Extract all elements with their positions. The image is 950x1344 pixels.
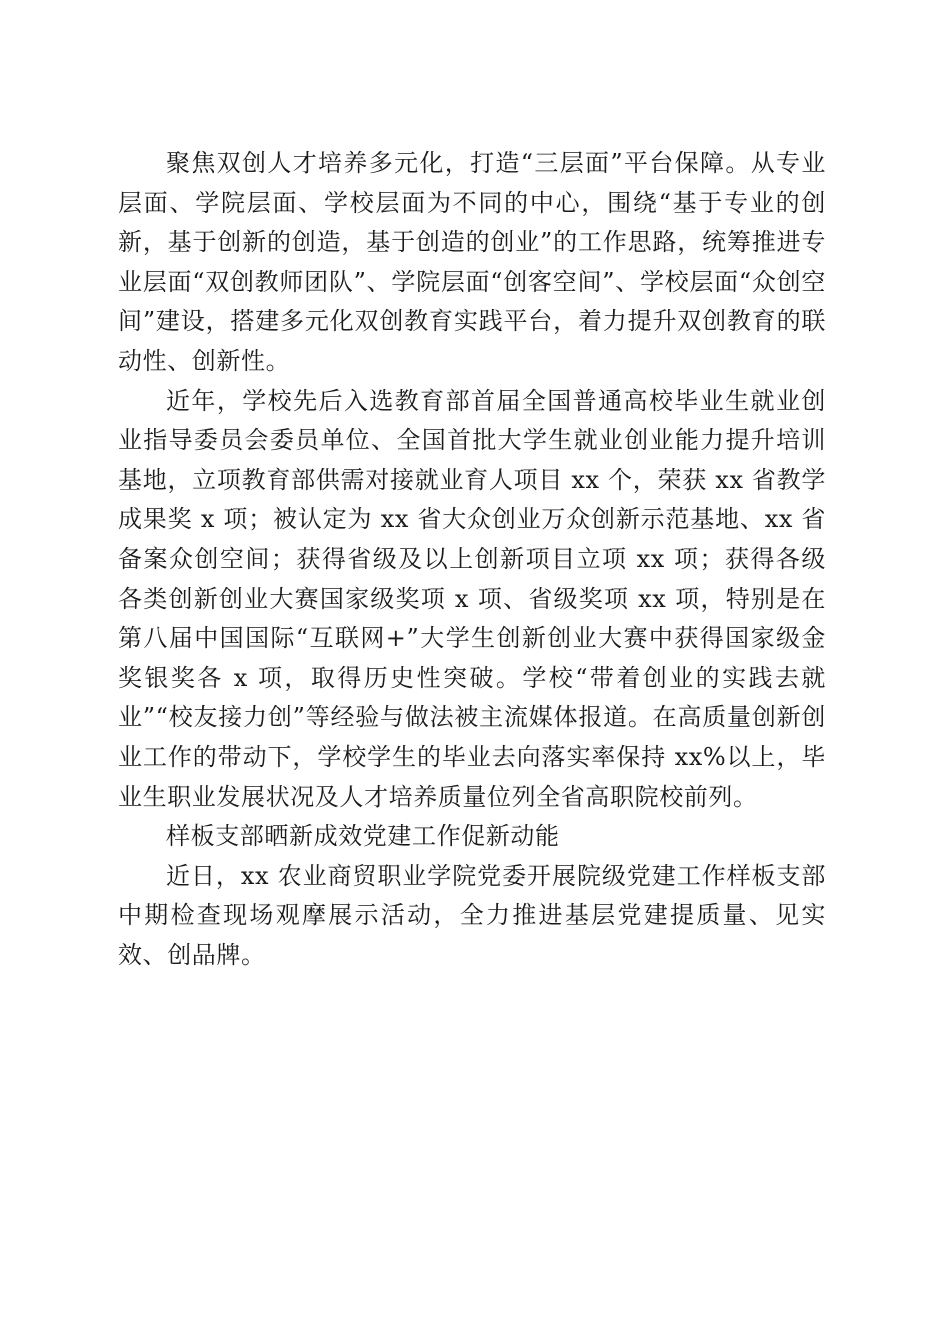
- document-body: [118, 144, 826, 975]
- paragraph-achievements: 近年，学校先后入选教育部首届全国普通高校毕业生就业创业指导委员会委员单位、全国首批大学生就业创业能力提升培训基地，立项教育部供需对接就业育人项目 xx 个，荣获 xx 省教学成果奖 x 项；被认定为 xx 省大众创业万众创新示范基地、xx 省备案众创空间；获得省级及以上创新项目立项 xx 项；获得各级各类创新创业大赛国家级奖项 x 项、省级奖项 xx 项，特别是在第八届中国国际“互联网+”大学生创新创业大赛中获得国家级金奖银奖各 x 项，取得历史性突破。学校“带着创业的实践去就业”“校友接力创”等经验与做法被主流媒体报道。在高质量创新创业工作的带动下，学校学生的毕业去向落实率保持 xx%以上，毕业生职业发展状况及人才培养质量位列全省高职院校前列。: [118, 386, 826, 811]
- paragraph-party-building: 近日，xx 农业商贸职业学院党委开展院级党建工作样板支部中期检查现场观摩展示活动，全力推进基层党建提质量、见实效、创品牌。: [118, 861, 826, 969]
- paragraph-platform-support: 聚焦双创人才培养多元化，打造“三层面”平台保障。从专业层面、学院层面、学校层面为不同的中心，围绕“基于专业的创新，基于创新的创造，基于创造的创业”的工作思路，统筹推进专业层面“双创教师团队”、学院层面“创客空间”、学校层面“众创空间”建设，搭建多元化双创教育实践平台，着力提升双创教育的联动性、创新性。: [118, 149, 826, 375]
- section-heading: 样板支部晒新成效党建工作促新动能: [166, 822, 560, 851]
